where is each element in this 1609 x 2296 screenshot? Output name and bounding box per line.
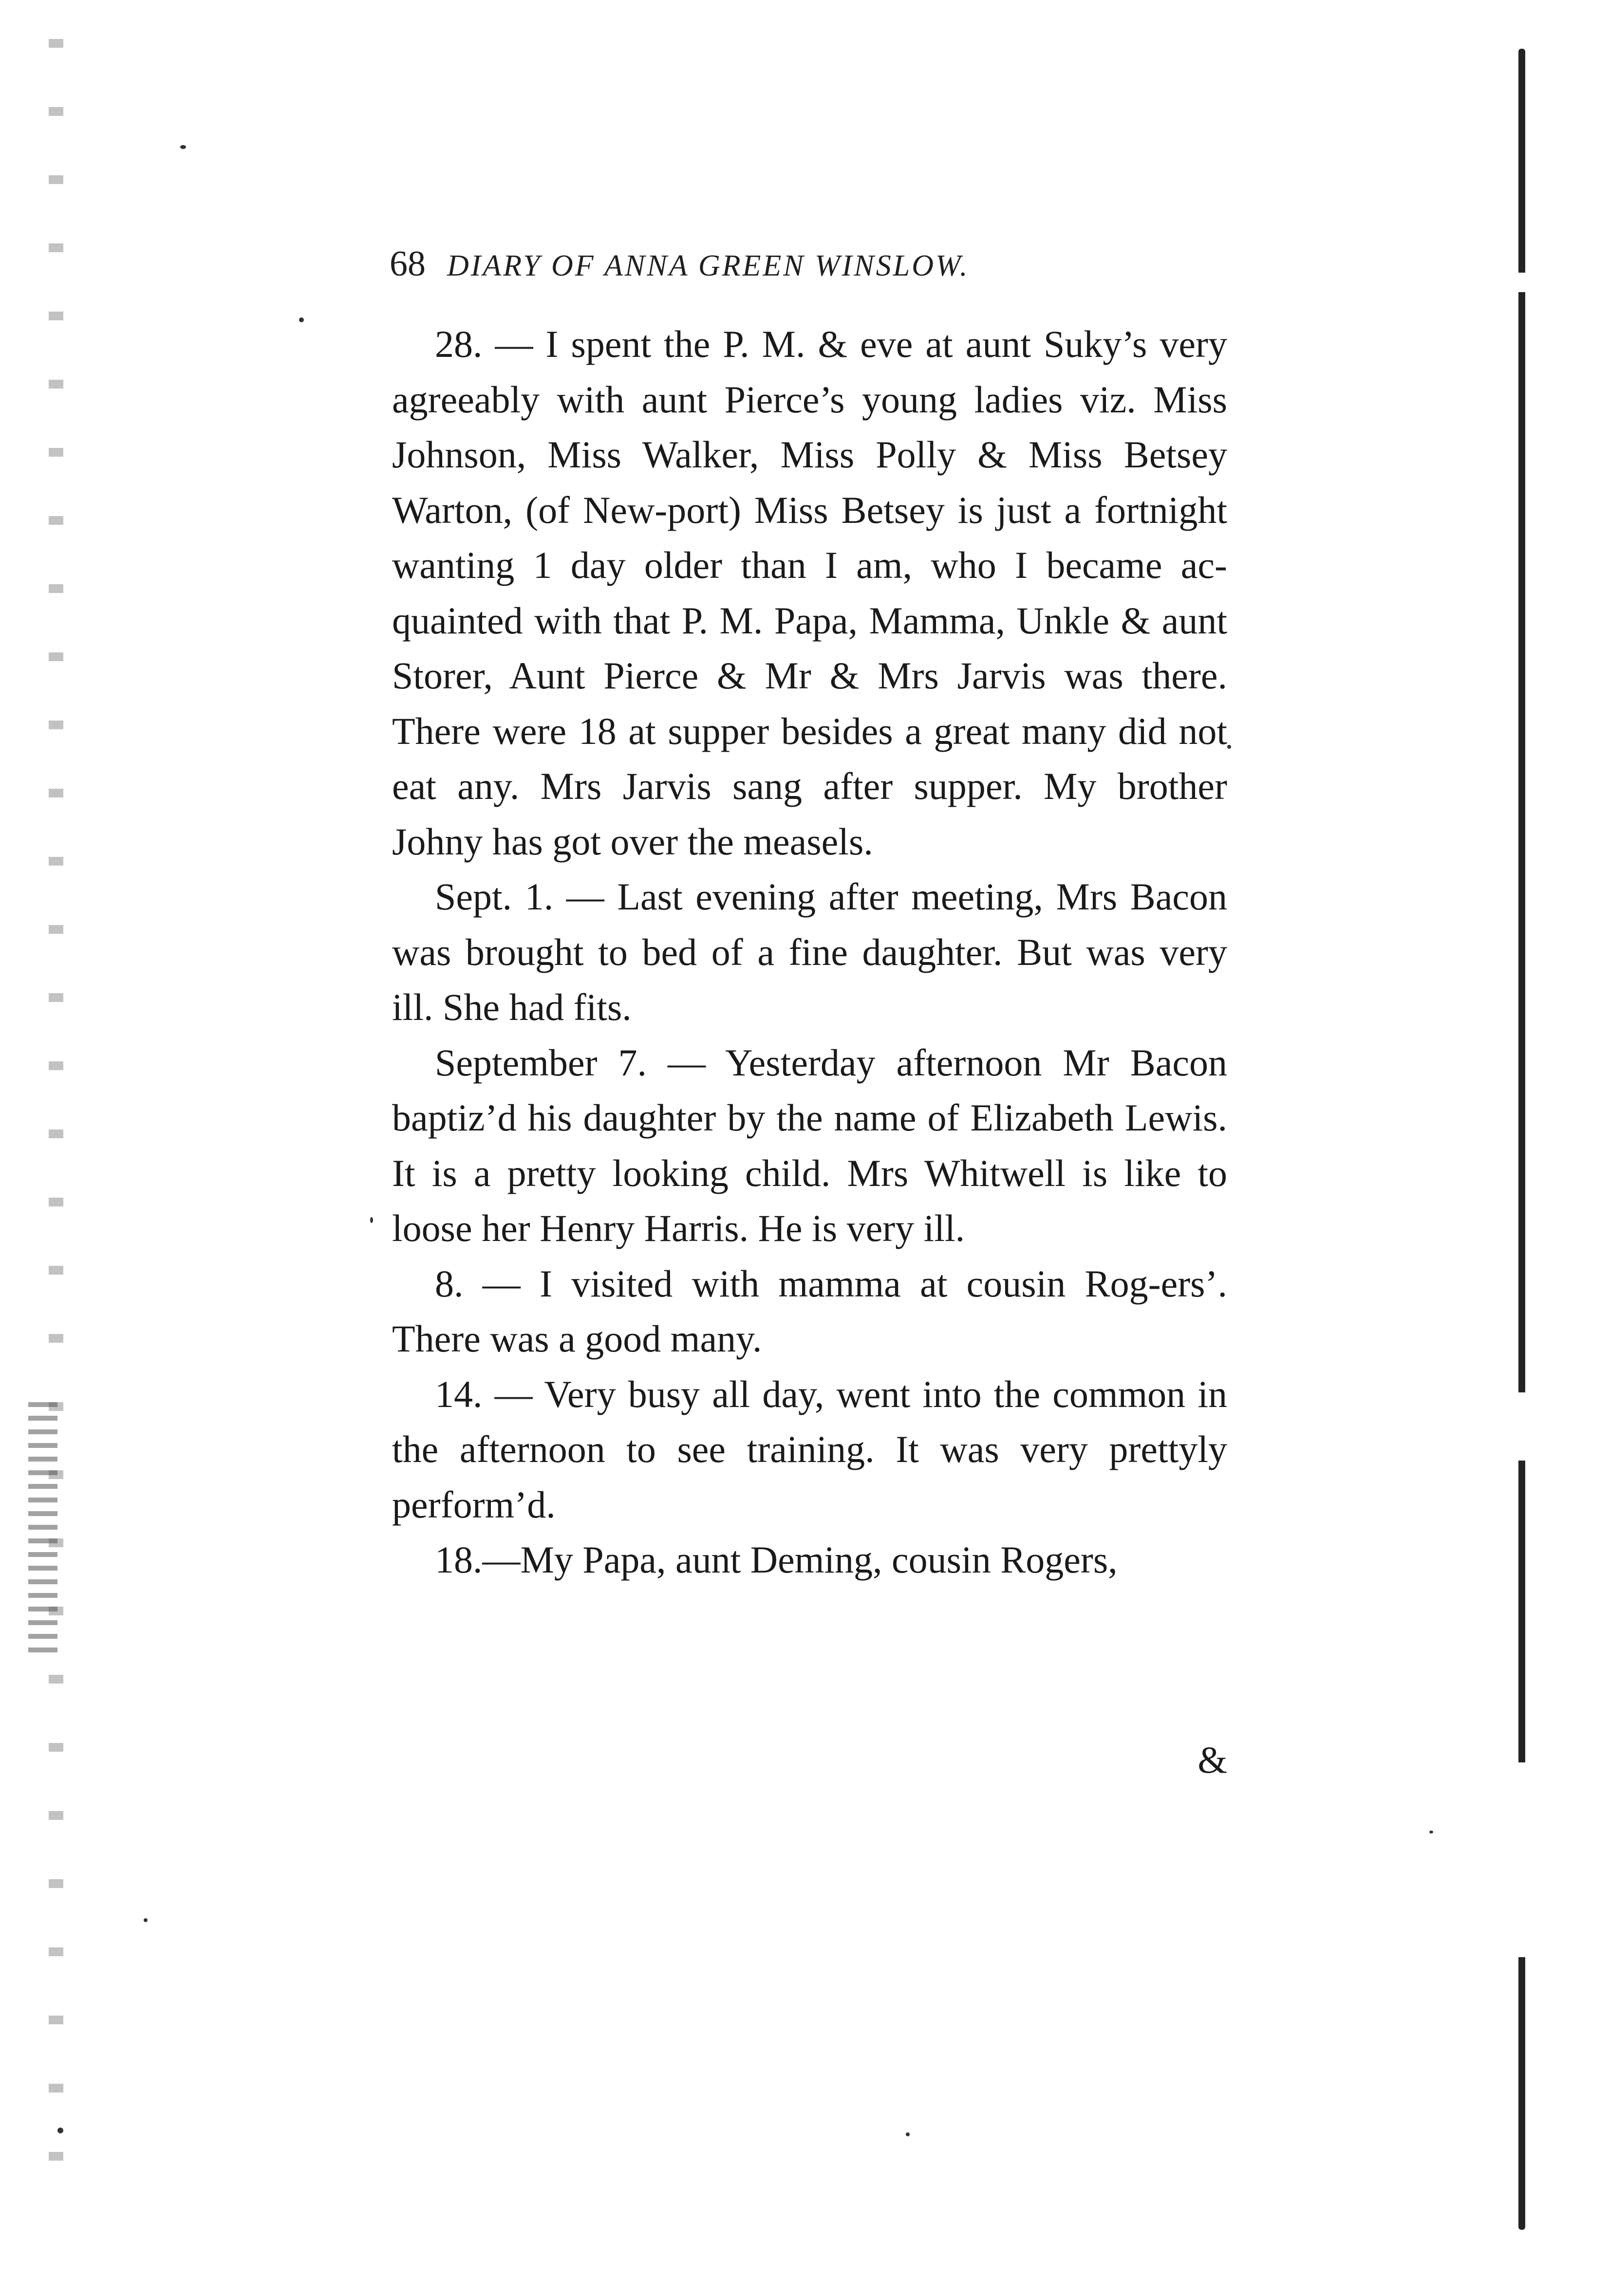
- binding-edge-gap: [1510, 273, 1534, 292]
- scan-speck: [1429, 1831, 1433, 1833]
- scan-speck: [180, 145, 186, 149]
- scan-speck: [144, 1918, 148, 1922]
- scan-speck: [57, 2128, 63, 2133]
- scan-margin-artifact: [49, 39, 63, 2181]
- diary-entry: 8. — I visited with mamma at cousin Rog-ers’. There was a good many.: [392, 1262, 1227, 1360]
- scan-speck: [906, 2132, 910, 2136]
- diary-entry: Sept. 1. — Last evening after meeting, Mrs Bacon was brought to bed of a fine daughter. But was very ill. She had fits.: [392, 875, 1227, 1028]
- diary-body: [392, 316, 1227, 1588]
- diary-entry: September 7. — Yesterday afternoon Mr Bacon baptiz’d his daughter by the name of Elizabeth Lewis. It is a pretty looking child. Mrs Whitwell is like to loose her Henry Harris. He is very ill.: [392, 1041, 1227, 1249]
- page-number: 68: [390, 244, 426, 284]
- binding-edge-gap: [1510, 1762, 1534, 1957]
- diary-entry: 14. — Very busy all day, went into the common in the afternoon to see training. It was very prettyly perform’d.: [392, 1372, 1227, 1526]
- scan-speck: [1227, 745, 1231, 749]
- scan-margin-blot: [28, 1402, 57, 1655]
- binding-edge-gap: [1510, 1392, 1534, 1461]
- scan-speck: [299, 317, 304, 322]
- diary-entry: 28. — I spent the P. M. & eve at aunt Suky’s very agreeably with aunt Pierce’s young ladies viz. Miss Johnson, Miss Walker, Miss Polly & Miss Betsey Warton, (of New-port) Miss Betsey is just a fortnight wanting 1 day older than I am, who I became ac-quainted with that P. M. Papa, Mamma, Unkle & aunt Storer, Aunt Pierce & Mr & Mrs Jarvis was there. There were 18 at supper besides a great many did not eat any. Mrs Jarvis sang after supper. My brother Johny has got over the measels.: [392, 323, 1227, 863]
- catchword: &: [1197, 1739, 1227, 1781]
- page-header: [390, 243, 1227, 287]
- scan-speck: [370, 1217, 373, 1223]
- running-title: DIARY OF ANNA GREEN WINSLOW.: [447, 249, 970, 282]
- diary-entry: 18.—My Papa, aunt Deming, cousin Rogers,: [435, 1538, 1118, 1581]
